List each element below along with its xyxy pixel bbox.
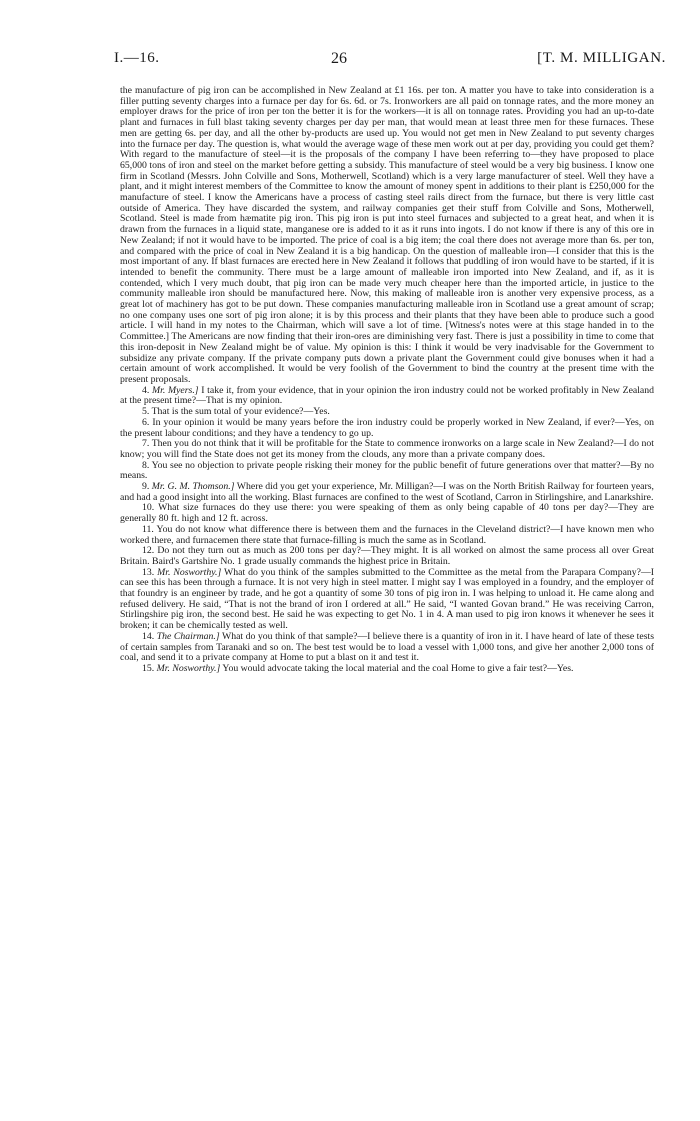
speaker: Mr. Nosworthy.] [157,566,222,578]
question-13: 13. Mr. Nosworthy.] What do you think of the samples submitted to the Committee as the metal from the Parapara Company?—I can see this has been through a furnace. It is not very high in steel matter. I might say I was employed in a foundry, and the employer of that foundry is an engineer by trade, and he got a quantity of some 30 tons of pig iron in. I was helping to unload it. He came along and refused delivery. He said, “That is not the brand of iron I ordered at all.” He said, “I wanted Govan brand.” He was receiving Carron, Stirlingshire pig iron, the second best. He said he was expecting to get No. 1 in 4. A man used to pig iron knows it whenever he sees it broken; it can be chemically tested as well. [120,566,655,632]
question-11: 11. You do not know what difference there is between them and the furnaces in the Cleveland district?—I have known men who worked there, and furnacemen there state that furnace-filling is much the same as in Scotland. [120,523,654,546]
paper-reference: I.—16. [114,50,160,66]
witness-name: [T. M. MILLIGAN. [537,50,666,66]
question-12: 12. Do not they turn out as much as 200 tons per day?—They might. It is all worked on almost the same process all over Great Britain. Baird's Gartshire No. 1 grade usually commands the highest price in Britain. [120,545,654,567]
question-10: 10. What size furnaces do they use there: you were speaking of them as only being capable of 40 tons per day?—They are generally 80 ft. high and 12 ft. across. [120,502,654,525]
speaker: Mr. G. M. Thomson.] [151,481,235,493]
question-5: 5. That is the sum total of your evidence?—Yes. [142,406,330,418]
question-9: 9. Mr. G. M. Thomson.] Where did you get your experience, Mr. Milligan?—I was on the North British Railway for fourteen years, and had a good insight into all the working. Blast furnaces are confined to the west of Scotland, Carron in Stirlingshire, and Lanarkshire. [120,481,654,503]
question-8: 8. You see no objection to private people risking their money for the public benefit of future generations over that matter?—By no means. [120,459,654,482]
paragraph-continued: the manufacture of pig iron can be accomplished in New Zealand at £1 16s. per ton. A matter you have to take into consideration is a filler putting seventy charges into a furnace per day for 6s. 6d. or 7s. Ironworkers are all paid on tonnage rates, and the more money an employer draws for the price of iron per ton the better it is for the workers—it is all on tonnage rates. Providing you had an up-to-date plant and furnaces in full blast taking seventy charges per day per man, that would mean at least three men for these furnaces. These men are getting 6s. per day, and all the other by-products are used up. You would not get men in New Zealand to put seventy charges into the furnace per day. The question is, what would the average wage of these men work out at per day, providing you could get them? With regard to the manufacture of steel—it is the proposals of the company I have been referring to—they have proposed to place 65,000 tons of iron and steel on the market before getting a subsidy. This manufacture of steel would be a very big business. I know one firm in Scotland (Messrs. John Colville and Sons, Motherwell, Scotland) which is a very large manufacturer of steel. Well they have a plant, and it might interest members of the Committee to know the amount of money spent in additions to their plant is £250,000 for the manufacture of steel. I know the Americans have a process of casting steel rails direct from the furnace, but there is very little cast outside of America. They have discarded the system, and railway companies get their stuff from Colville and Sons, Motherwell, Scotland. Steel is made from hæmatite pig iron. This pig iron is put into steel furnaces and subjected to a great heat, and when it is drawn from the furnaces in a liquid state, manganese ore is added to it as it runs into ingots. I do not know if there is any of this ore in New Zealand; if not it would have to be imported. The price of coal is a big item; the coal there does not average more than 6s. per ton, and compared with the price of coal in New Zealand it is a big handicap. On the question of malleable iron—I consider that this is the most important of any. If blast furnaces are erected here in New Zealand it follows that puddling of iron would have to be started, if it is intended to benefit the community. There must be a large amount of malleable iron imported into New Zealand, and if, as it is contended, which I very much doubt, that pig iron can be made very much cheaper here than the imported article, in justice to the community malleable iron should be manufactured here. Now, this making of malleable iron is another very expensive process, as a great lot of machinery has got to be put down. These companies manufacturing malleable iron in Scotland use a great amount of scrap; no one company uses one sort of pig iron alone; it is by this process and their plants that they have been able to produce such a good article. I will hand in my notes to the Chairman, which will save a lot of time. [Witness's notes were at this stage handed in to the Committee.] The Americans are now finding that their iron-ores are diminishing very fast. There is just a possibility in time to come that this iron-deposit in New Zealand might be of value. My opinion is this: I think it would be very inadvisable for the Government to subsidize any private company. If the private company puts down a private plant the Government could give bonuses when it had a certain amount of work accomplished. It would be very foolish of the Government to bind the country at the present time with the present proposals. [120,85,654,385]
question-14: 14. The Chairman.] What do you think of that sample?—I believe there is a quantity of iron in it. I have heard of late of these tests of certain samples from Taranaki and so on. The best test would be to load a vessel with 1,000 tons, and give her another 2,000 tons of coal, and send it to a private company at Home to put a blast on it and test it. [120,630,655,664]
speaker: Mr. Myers.] [152,384,199,396]
body-text [120,86,654,675]
question-4: 4. Mr. Myers.] I take it, from your evidence, that in your opinion the iron industry could not be worked profitably in New Zealand at the present time?—That is my opinion. [120,384,655,407]
page-header [114,50,666,72]
speaker: Mr. Nosworthy.] [156,662,221,674]
question-7: 7. Then you do not think that it will be profitable for the State to commence ironworks on a large scale in New Zealand?—I do not know; you will find the State does not get its money from the clouds, any more than a private company does. [120,438,654,460]
speaker: The Chairman.] [156,630,220,642]
question-15: 15. Mr. Nosworthy.] You would advocate taking the local material and the coal Home to give a fair test?—Yes. [142,662,574,674]
page-number: 26 [331,50,347,67]
question-6: 6. In your opinion it would be many years before the iron industry could be properly worked in New Zealand, if ever?—Yes, on the present labour conditions; and they have a tendency to go up. [120,416,655,439]
